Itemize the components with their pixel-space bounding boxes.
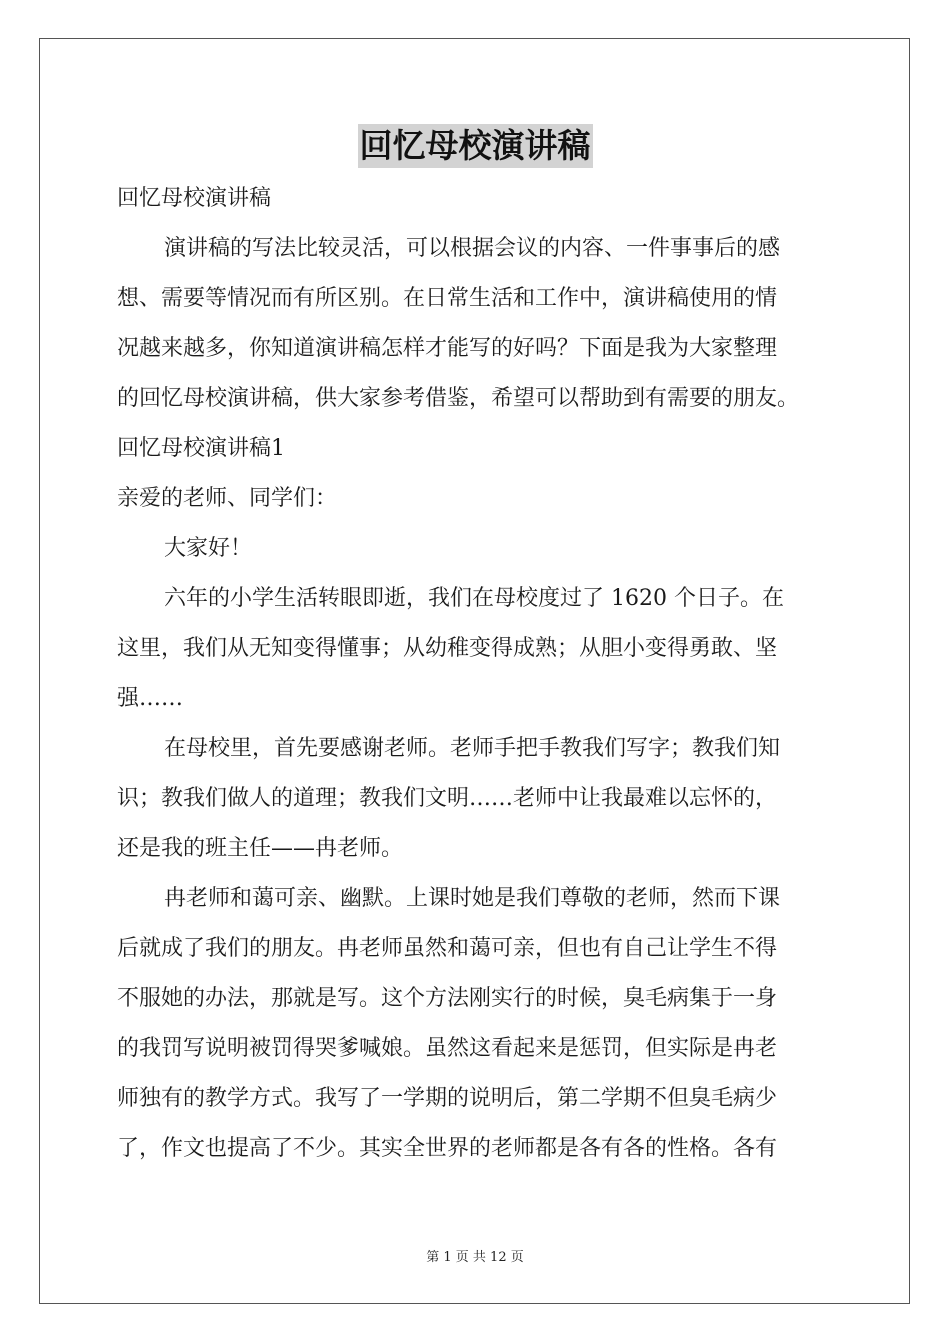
text-line: 的我罚写说明被罚得哭爹喊娘。虽然这看起来是惩罚，但实际是冉老 bbox=[117, 1036, 778, 1061]
document-body bbox=[117, 174, 842, 1174]
text-line: 况越来越多，你知道演讲稿怎样才能写的好吗？下面是我为大家整理 bbox=[117, 336, 778, 361]
text-line: 亲爱的老师、同学们： bbox=[117, 486, 338, 511]
title-container bbox=[0, 124, 950, 168]
text-line: 了，作文也提高了不少。其实全世界的老师都是各有各的性格。各有 bbox=[117, 1136, 778, 1161]
document-title: 回忆母校演讲稿 bbox=[358, 124, 593, 168]
page-footer: 第 1 页 共 12 页 bbox=[426, 1250, 524, 1265]
text-line: 强…… bbox=[117, 686, 184, 711]
text-line: 想、需要等情况而有所区别。在日常生活和工作中，演讲稿使用的情 bbox=[117, 286, 778, 311]
text-line: 演讲稿的写法比较灵活，可以根据会议的内容、一件事事后的感 bbox=[164, 236, 781, 261]
text-line: 冉老师和蔼可亲、幽默。上课时她是我们尊敬的老师，然而下课 bbox=[164, 886, 781, 911]
text-line: 还是我的班主任——冉老师。 bbox=[117, 836, 404, 861]
text-line: 回忆母校演讲稿1 bbox=[117, 436, 285, 461]
text-line: 六年的小学生活转眼即逝，我们在母校度过了 1620 个日子。在 bbox=[164, 586, 784, 611]
text-line: 的回忆母校演讲稿，供大家参考借鉴，希望可以帮助到有需要的朋友。 bbox=[117, 386, 800, 411]
document-subtitle: 回忆母校演讲稿 bbox=[117, 186, 272, 211]
text-line: 大家好！ bbox=[164, 536, 253, 561]
text-line: 后就成了我们的朋友。冉老师虽然和蔼可亲，但也有自己让学生不得 bbox=[117, 936, 778, 961]
text-line: 不服她的办法，那就是写。这个方法刚实行的时候，臭毛病集于一身 bbox=[117, 986, 778, 1011]
text-line: 这里，我们从无知变得懂事；从幼稚变得成熟；从胆小变得勇敢、坚 bbox=[117, 636, 778, 661]
text-line: 在母校里，首先要感谢老师。老师手把手教我们写字；教我们知 bbox=[164, 736, 781, 761]
text-line: 识；教我们做人的道理；教我们文明……老师中让我最难以忘怀的， bbox=[117, 786, 778, 811]
text-line: 师独有的教学方式。我写了一学期的说明后，第二学期不但臭毛病少 bbox=[117, 1086, 778, 1111]
